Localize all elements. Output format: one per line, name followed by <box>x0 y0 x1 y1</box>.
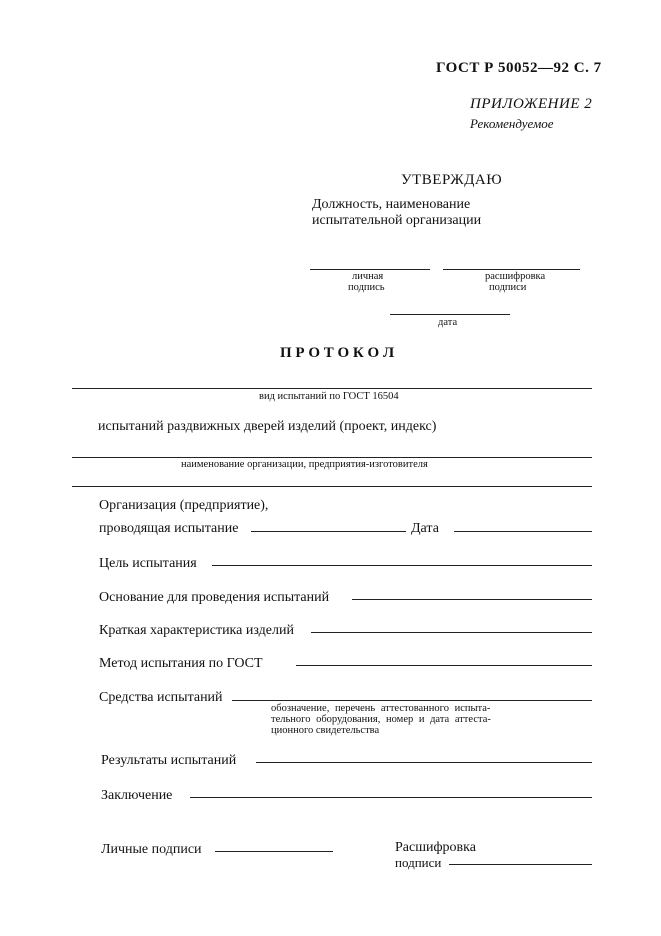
decoding-caption-line1: расшифровка <box>485 271 546 282</box>
protocol-subject: испытаний раздвижных дверей изделий (проект, индекс) <box>98 419 437 434</box>
decoding-signature-line[interactable] <box>449 864 592 865</box>
means-caption-line2: тельного оборудования, номер и дата аттеста- <box>271 714 491 725</box>
separator-line <box>72 486 592 487</box>
approver-position-line2: испытательной организации <box>312 213 482 228</box>
signature-line <box>310 269 430 270</box>
personal-signatures-label: Личные подписи <box>101 842 202 857</box>
conclusion-input-line[interactable] <box>190 797 592 798</box>
appendix-title: ПРИЛОЖЕНИЕ 2 <box>470 96 593 112</box>
basis-label: Основание для проведения испытаний <box>99 590 330 605</box>
test-kind-line <box>72 388 592 389</box>
date-field-label: Дата <box>411 521 439 536</box>
purpose-input-line[interactable] <box>212 565 592 566</box>
manufacturer-line <box>72 457 592 458</box>
test-kind-caption: вид испытаний по ГОСТ 16504 <box>259 391 399 402</box>
date-input-line[interactable] <box>454 531 592 532</box>
approver-position-line1: Должность, наименование <box>312 197 471 212</box>
conclusion-label: Заключение <box>101 788 173 803</box>
signature-caption-line1: личная <box>352 271 384 282</box>
manufacturer-caption: наименование организации, предприятия-изготовителя <box>181 459 428 470</box>
date-caption: дата <box>438 317 458 328</box>
standard-number: ГОСТ Р 50052—92 С. 7 <box>436 60 602 76</box>
means-caption-line3: ционного свидетельства <box>271 725 380 736</box>
recommended-label: Рекомендуемое <box>470 116 554 131</box>
date-line <box>390 314 510 315</box>
organization-label-line2: проводящая испытание <box>99 521 239 536</box>
signature-caption-line2: подпись <box>348 282 385 293</box>
organization-input-line[interactable] <box>251 531 406 532</box>
protocol-title: П Р О Т О К О Л <box>280 345 395 361</box>
approval-title: УТВЕРЖДАЮ <box>401 172 503 188</box>
means-input-line[interactable] <box>232 700 592 701</box>
characteristics-label: Краткая характеристика изделий <box>99 623 294 638</box>
purpose-label: Цель испытания <box>99 556 197 571</box>
method-label: Метод испытания по ГОСТ <box>99 656 263 671</box>
results-label: Результаты испытаний <box>101 753 237 768</box>
method-input-line[interactable] <box>296 665 592 666</box>
signature-decoding-line <box>443 269 580 270</box>
decoding-caption-line2: подписи <box>489 282 527 293</box>
organization-label-line1: Организация (предприятие), <box>99 498 269 513</box>
results-input-line[interactable] <box>256 762 592 763</box>
means-caption-line1: обозначение, перечень аттестованного испыта- <box>271 703 491 714</box>
means-label: Средства испытаний <box>99 690 223 705</box>
decoding-label-line1: Расшифровка <box>395 840 476 855</box>
decoding-label-line2: подписи <box>395 855 442 870</box>
basis-input-line[interactable] <box>352 599 592 600</box>
characteristics-input-line[interactable] <box>311 632 592 633</box>
personal-signatures-line[interactable] <box>215 851 333 852</box>
